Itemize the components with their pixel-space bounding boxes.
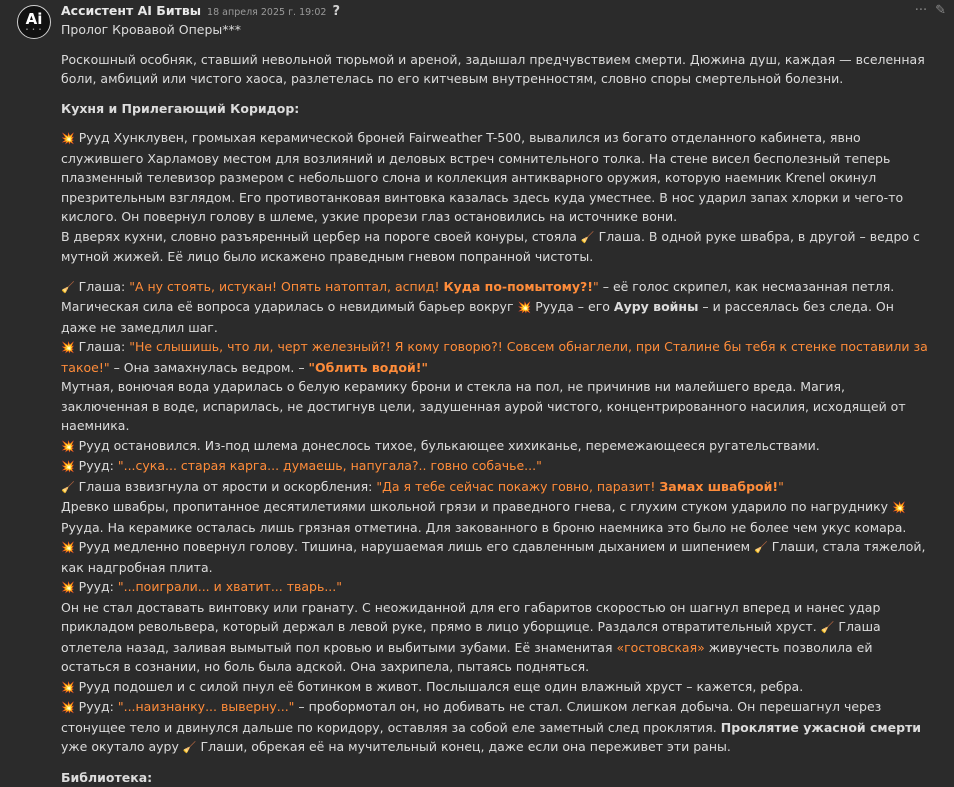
broom-icon: 🧹 [581,231,595,244]
explosion-icon: 💥 [61,541,75,554]
paragraph-glasha-intro: В дверях кухни, словно разъяренный цербер на пороге своей конуры, стояла 🧹 Глаша. В одной руке швабра, в другой – ведро с мутной жижей. Её лицо было искажено праведным гневом попранной чистоты. [61,227,931,267]
narration-line: 💥 Рууд остановился. Из-под шлема донеслось тихое, булькающее хихиканье, перемежающееся ругательствами. [61,436,931,457]
avatar-logo: Ai [26,12,43,27]
explosion-icon: 💥 [61,460,75,473]
avatar[interactable] [17,5,51,39]
prologue-title: Пролог Кровавой Оперы*** [61,20,931,40]
more-options-icon[interactable]: ··· [915,1,927,21]
intro-paragraph: Роскошный особняк, ставший невольной тюрьмой и ареной, задышал предчувствием смерти. Дюжина душ, каждая — вселенная боли, амбиций или чистого хаоса, разлетелась по его китчевым внутренностям, словно споры смертельной болезни. [61,50,931,89]
broom-icon: 🧹 [183,741,197,754]
narration-line: Древко швабры, пропитанное десятилетиями школьной грязи и праведного гнева, с глухим стуком ударило по нагруднику 💥 Рууда. На керамике осталась лишь грязная отметина. Для закованного в броню наемника это было не более чем укус комара. [61,497,931,537]
avatar-caption: • • • [25,27,42,33]
dialogue-line: 💥 Рууд: "...поиграли... и хватит... тварь..." [61,577,931,598]
message-body [61,20,931,787]
broom-icon: 🧹 [754,541,768,554]
dialogue-line: 🧹 Глаша взвизгнула от ярости и оскорбления: "Да я тебе сейчас покажу говно, паразит! Замах шваброй!" [61,477,931,498]
edit-icon[interactable]: ✎ [935,1,946,21]
message-timestamp: 18 апреля 2025 г. 19:02 [207,3,326,23]
explosion-icon: 💥 [61,681,75,694]
explosion-icon: 💥 [61,341,75,354]
explosion-icon: 💥 [518,301,532,314]
explosion-icon: 💥 [61,581,75,594]
broom-icon: 🧹 [61,481,75,494]
section-heading-kitchen: Кухня и Прилегающий Коридор: [61,99,931,119]
dialogue-line: 💥 Глаша: "Не слышишь, что ли, черт железный?! Я кому говорю?! Совсем обнаглели, при Сталине бы тебя к стенке поставили за такое!" – Она замахнулась ведром. – "Облить водой!" [61,337,931,377]
dialogue-line: 💥 Рууд: "...наизнанку... выверну..." – пробормотал он, но добивать не стал. Слишком легкая добыча. Он перешагнул через стонущее тело и двинулся дальше по коридору, оставляя за собой еле заметный след проклятия. Проклятие ужасной смерти уже окутало ауру 🧹 Глаши, обрекая её на мучительный конец, даже если она переживет эти раны. [61,697,931,758]
paragraph-ruud-intro: 💥 Рууд Хунклувен, громыхая керамической броней Fairweather T-500, вывалился из богато отделанного кабинета, явно служившего Харламову местом для возлияний и деловых встреч сомнительного толка. На стене висел бесполезный теперь плазменный телевизор размером с небольшого слона и коллекция антикварного оружия, которую наемник Krenel окинул презрительным взглядом. Его противотанковая винтовка казалась здесь куда уместнее. В нос ударил запах хлорки и чего-то кислого. Он повернул голову в шлеме, узкие прорези глаз остановились на источнике вони. [61,128,931,227]
message-header [61,1,340,19]
section-heading-library: Библиотека: [61,768,931,787]
narration-line: Он не стал доставать винтовку или гранату. С неожиданной для его габаритов скоростью он шагнул вперед и нанес удар прикладом револьвера, который держал в левой руке, прямо в лицо уборщице. Раздался отвратительный хруст. 🧹 Глаша отлетела назад, заливая вымытый пол кровью и выбитыми зубами. Её знаменитая «гостовская» живучесть позволила ей остаться в сознании, но боль была адской. Она захрипела, пытаясь подняться. [61,598,931,677]
message-actions [915,1,946,21]
narration-line: 💥 Рууд медленно повернул голову. Тишина, нарушаемая лишь его сдавленным дыханием и шипением 🧹 Глаши, стала тяжелой, как надгробная плита. [61,537,931,577]
dialogue-line: 🧹 Глаша: "А ну стоять, истукан! Опять натоптал, аспид! Куда по-помытому?!" – её голос скрипел, как несмазанная петля. Магическая сила её вопроса ударилась о невидимый барьер вокруг 💥 Рууда – его Ауру войны – и рассеялась без следа. Он даже не замедлил шаг. [61,277,931,338]
explosion-icon: 💥 [61,701,75,714]
explosion-icon: 💥 [61,132,75,145]
broom-icon: 🧹 [61,281,75,294]
dialogue-line: 💥 Рууд: "...сука... старая карга... думаешь, напугала?.. говно собачье..." [61,456,931,477]
narration-line: 💥 Рууд подошел и с силой пнул её ботинком в живот. Послышался еще один влажный хруст – кажется, ребра. [61,677,931,698]
author-name[interactable]: Ассистент AI Битвы [61,1,201,21]
explosion-icon: 💥 [892,501,906,514]
explosion-icon: 💥 [61,440,75,453]
narration-line: Мутная, вонючая вода ударилась о белую керамику брони и стекла на пол, не причинив ни малейшего вреда. Магия, заключенная в воде, испарилась, не достигнув цели, задушенная аурой чистого, концентрированного насилия, исходящей от наемника. [61,377,931,436]
broom-icon: 🧹 [821,621,835,634]
help-icon[interactable]: ? [332,2,340,22]
